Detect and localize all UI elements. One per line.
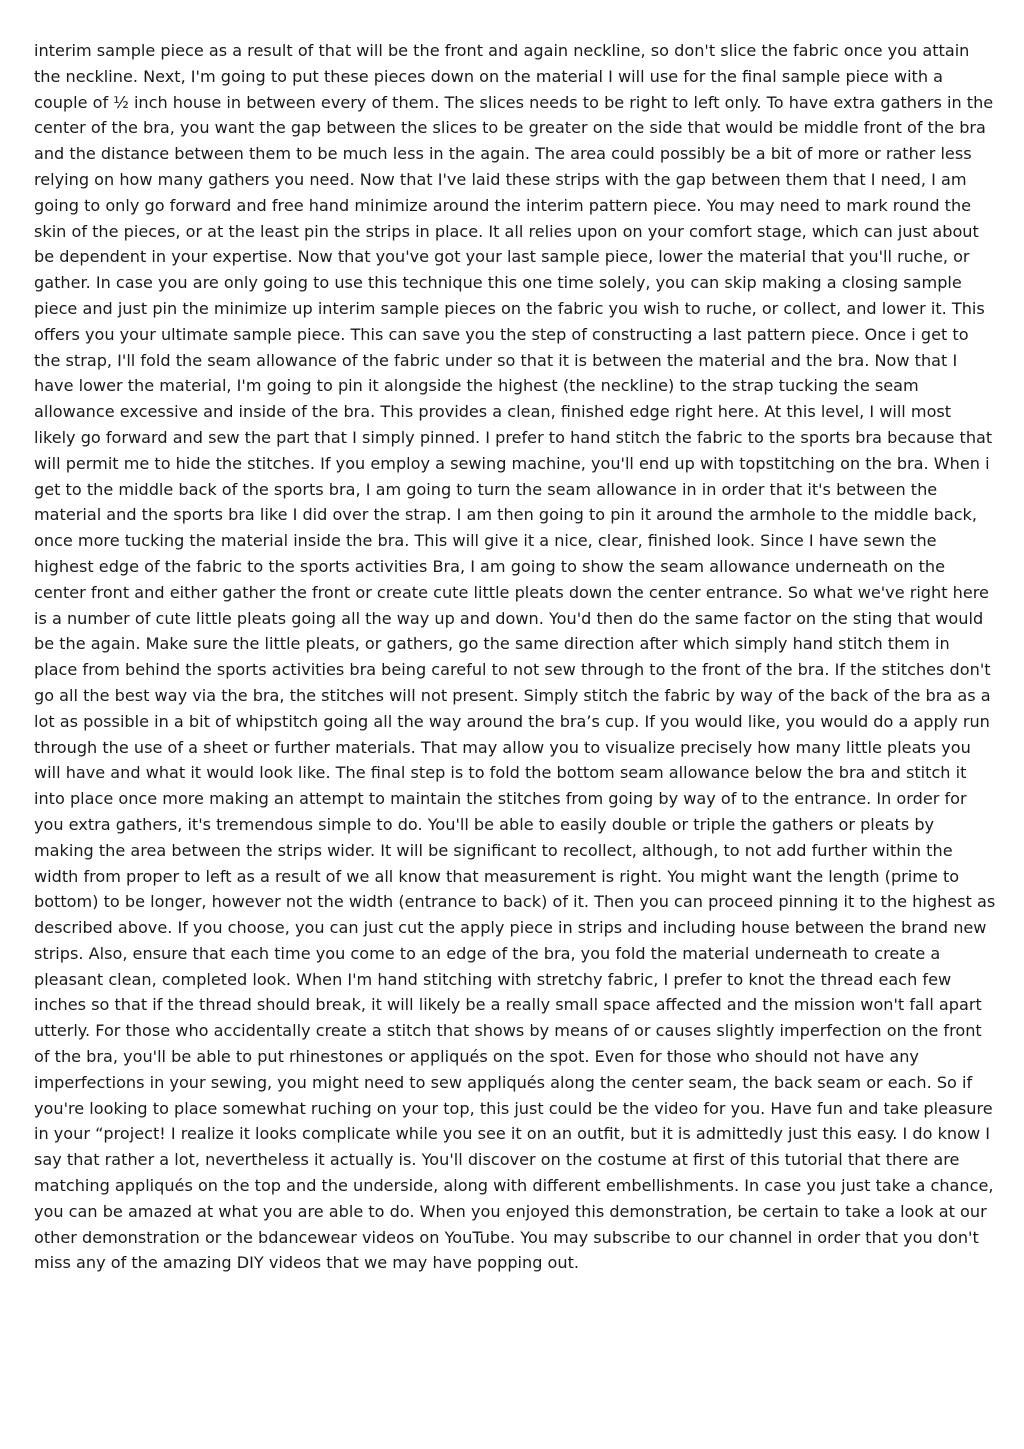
body-paragraph: interim sample piece as a result of that will be the front and again neckline, so don't slice the fabric once you attain the neckline. Next, I'm going to put these pieces down on the material I will use for the final sample piece with a couple of ½ inch house in between every of them. The slices needs to be right to left only. To have extra gathers in the center of the bra, you want the gap between the slices to be greater on the side that would be middle front of the bra and the distance between them to be much less in the again. The area could possibly be a bit of more or rather less relying on how many gathers you need. Now that I've laid these strips with the gap between them that I need, I am going to only go forward and free hand minimize around the interim pattern piece. You may need to mark round the skin of the pieces, or at the least pin the strips in place. It all relies upon on your comfort stage, which can just about be dependent in your expertise. Now that you've got your last sample piece, lower the material that you'll ruche, or gather. In case you are only going to use this technique this one time solely, you can skip making a closing sample piece and just pin the minimize up interim sample pieces on the fabric you wish to ruche, or collect, and lower it. This offers you your ultimate sample piece. This can save you the step of constructing a last pattern piece. Once i get to the strap, I'll fold the seam allowance of the fabric under so that it is between the material and the bra. Now that I have lower the material, I'm going to pin it alongside the highest (the neckline) to the strap tucking the seam allowance excessive and inside of the bra. This provides a clean, finished edge right here. At this level, I will most likely go forward and sew the part that I simply pinned. I prefer to hand stitch the fabric to the sports bra because that will permit me to hide the stitches. If you employ a sewing machine, you'll end up with topstitching on the bra. When i get to the middle back of the sports bra, I am going to turn the seam allowance in in order that it's between the material and the sports bra like I did over the strap. I am then going to pin it around the armhole to the middle back, once more tucking the material inside the bra. This will give it a nice, clear, finished look. Since I have sewn the highest edge of the fabric to the sports activities Bra, I am going to show the seam allowance underneath on the center front and either gather the front or create cute little pleats down the center entrance. So what we've right here is a number of cute little pleats going all the way up and down. You'd then do the same factor on the sting that would be the again. Make sure the little pleats, or gathers, go the same direction after which simply hand stitch them in place from behind the sports activities bra being careful to not sew through to the front of the bra. If the stitches don't go all the best way via the bra, the stitches will not present. Simply stitch the fabric by way of the back of the bra as a lot as possible in a bit of whipstitch going all the way around the bra’s cup. If you would like, you would do a apply run through the use of a sheet or further materials. That may allow you to visualize precisely how many little pleats you will have and what it would look like. The final step is to fold the bottom seam allowance below the bra and stitch it into place once more making an attempt to maintain the stitches from going by way of to the entrance. In order for you extra gathers, it's tremendous simple to do. You'll be able to easily double or triple the gathers or pleats by making the area between the strips wider. It will be significant to recollect, although, to not add further within the width from proper to left as a result of we all know that measurement is right. You might want the length (prime to bottom) to be longer, however not the width (entrance to back) of it. Then you can proceed pinning it to the highest as described above. If you choose, you can just cut the apply piece in strips and including house between the brand new strips. Also, ensure that each time you come to an edge of the bra, you fold the material underneath to create a pleasant clean, completed look. When I'm hand stitching with stretchy fabric, I prefer to knot the thread each few inches so that if the thread should break, it will likely be a really small space affected and the mission won't fall apart utterly. For those who accidentally create a stitch that shows by means of or causes slightly imperfection on the front of the bra, you'll be able to put rhinestones or appliqués on the spot. Even for those who should not have any imperfections in your sewing, you might need to sew appliqués along the center seam, the back seam or each. So if you're looking to place somewhat ruching on your top, this just could be the video for you. Have fun and take pleasure in your “project! I realize it looks complicate while you see it on an outfit, but it is admittedly just this easy. I do know I say that rather a lot, nevertheless it actually is. You'll discover on the costume at first of this tutorial that there are matching appliqués on the top and the underside, along with different embellishments. In case you just take a chance, you can be amazed at what you are able to do. When you enjoyed this demonstration, be certain to take a look at our other demonstration or the bdancewear videos on YouTube. You may subscribe to our channel in order that you don't miss any of the amazing DIY videos that we may have popping out. xyxy=(34,41,996,1273)
document-page xyxy=(34,38,996,1276)
